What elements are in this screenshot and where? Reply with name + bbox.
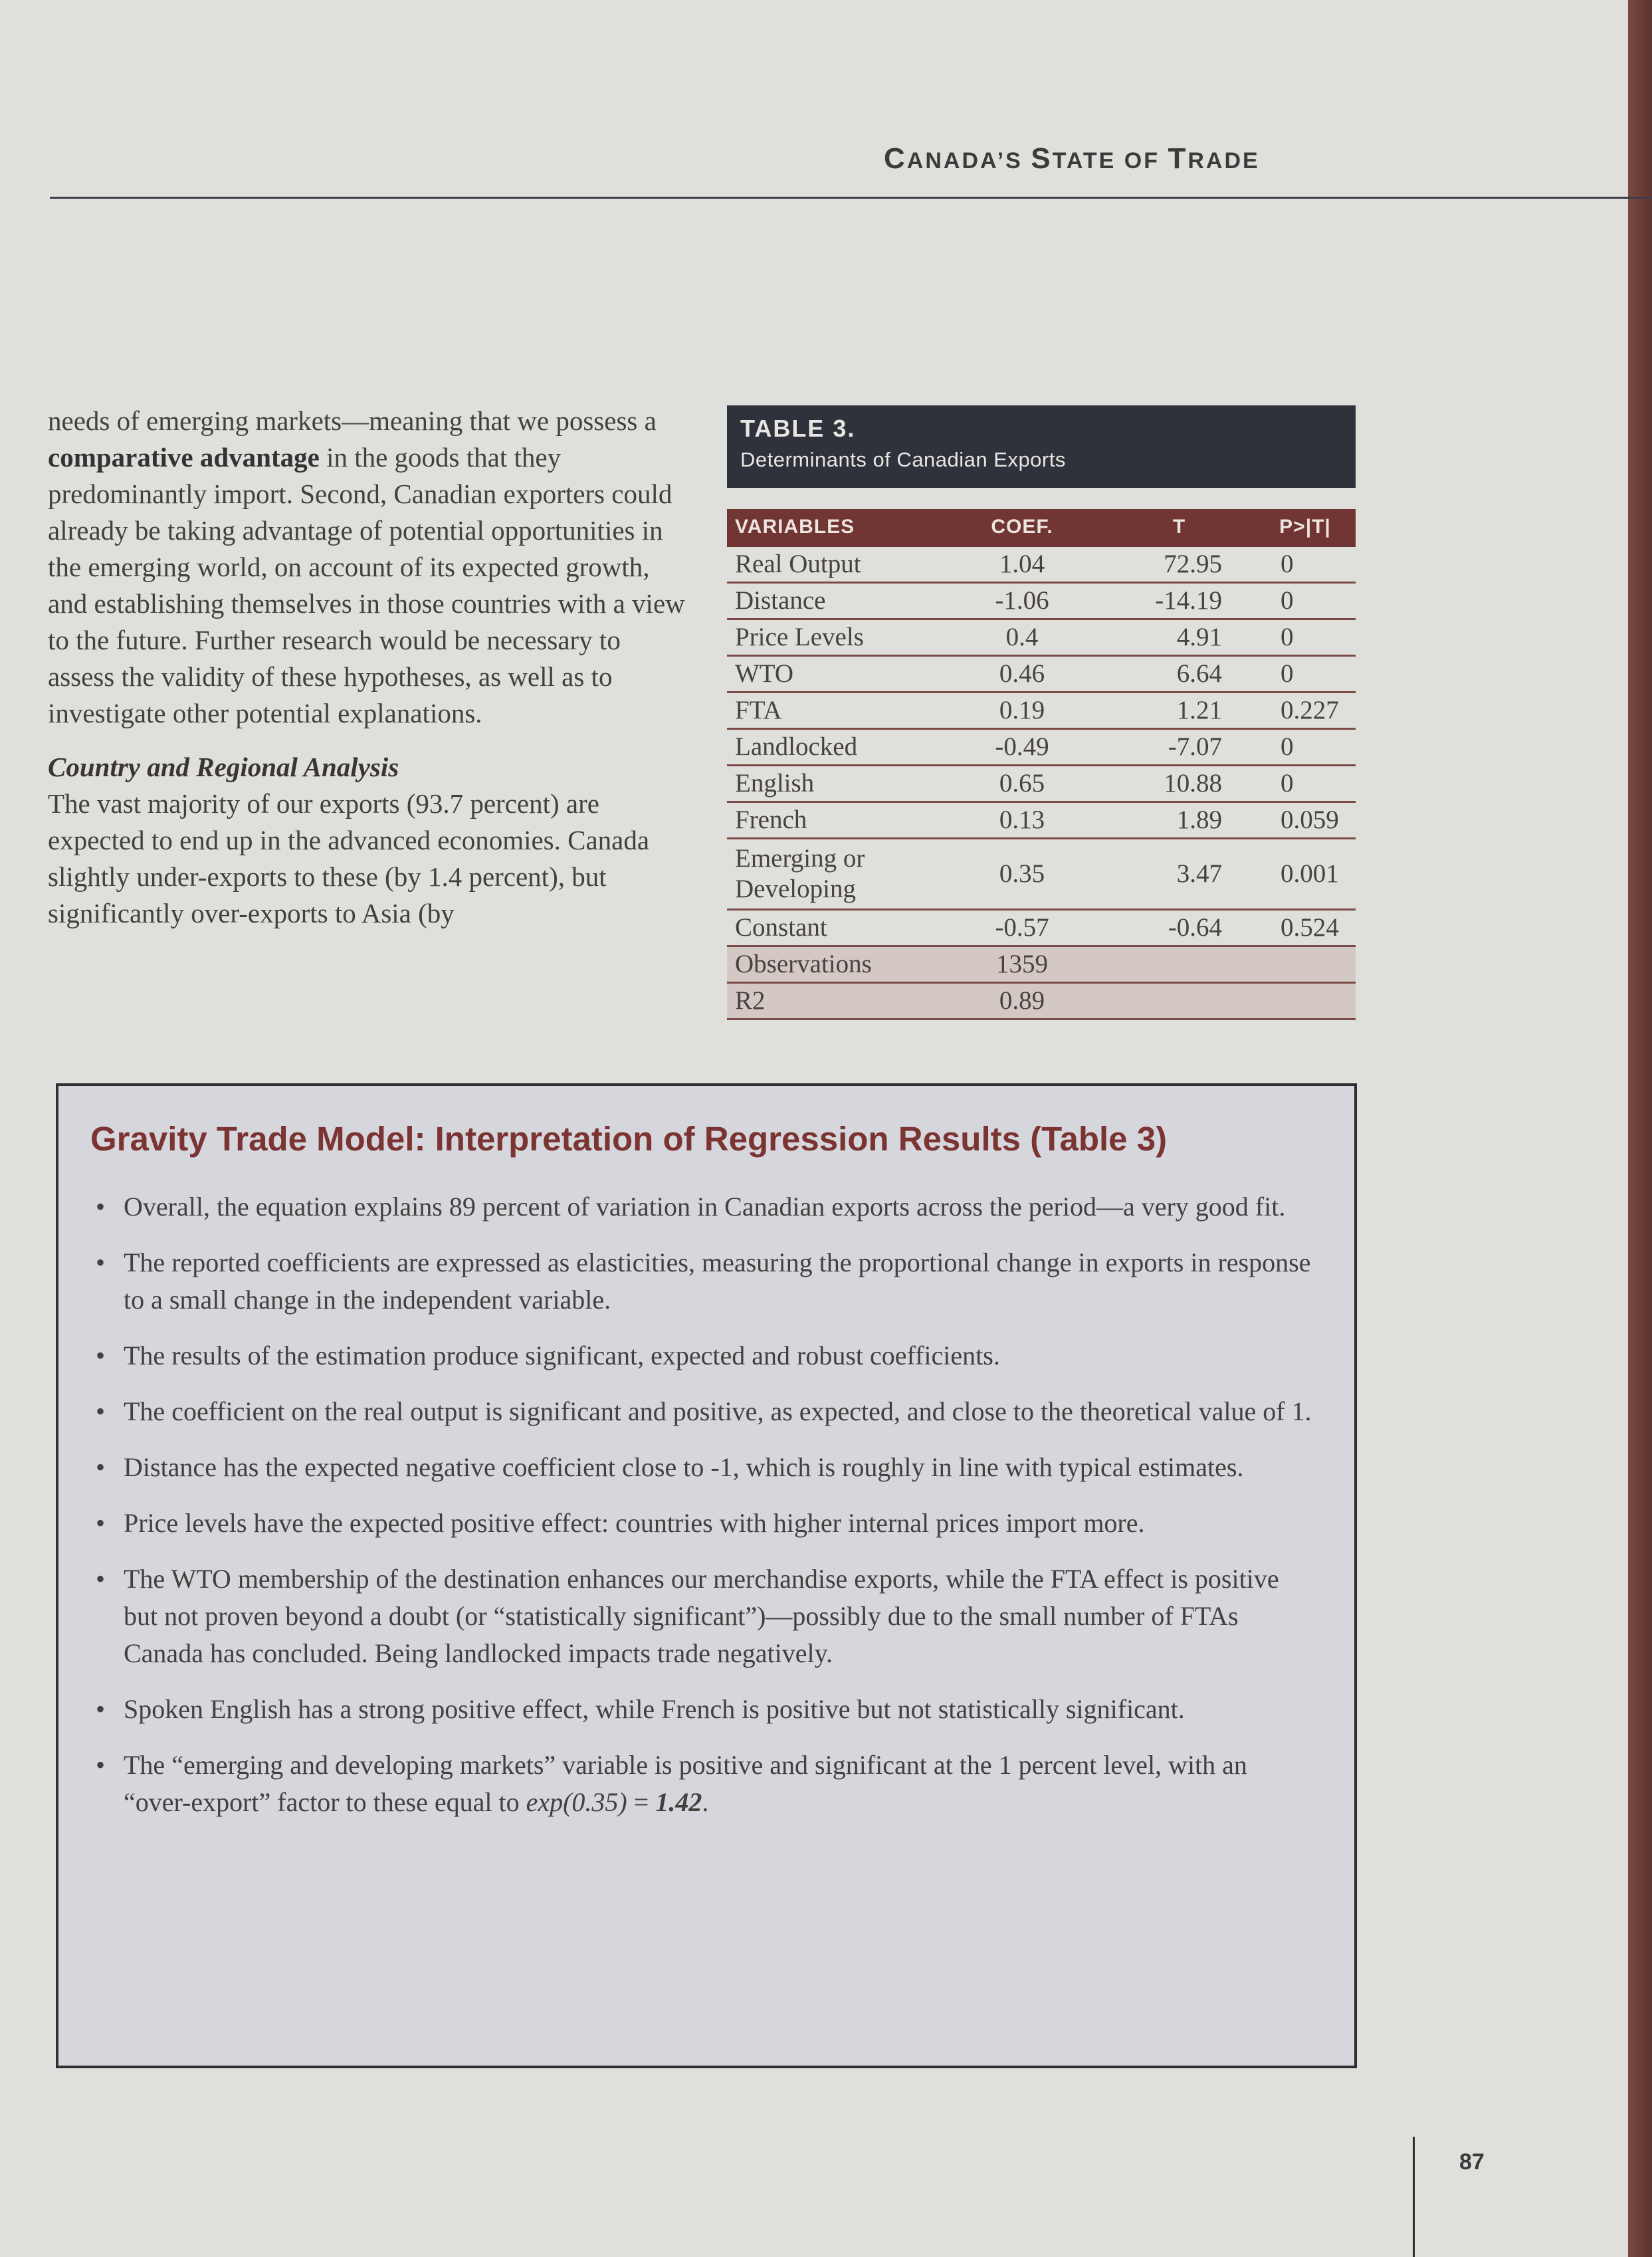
bullet-icon: •: [96, 1247, 106, 1277]
table-cell: Price Levels: [727, 619, 942, 656]
table-cell: [1255, 946, 1356, 983]
callout-title: Gravity Trade Model: Interpretation of Regression Results (Table 3): [90, 1120, 1168, 1158]
table-row: [727, 693, 1356, 729]
bullet-item: [90, 1449, 1313, 1486]
bullet-item: [90, 1560, 1313, 1672]
bullet-text: The “emerging and developing markets” variable is positive and significant at the 1 percent level, with an “over-export” factor to these equal to: [124, 1750, 1247, 1817]
table-cell: 6.64: [1102, 656, 1255, 693]
table-cell: 1359: [942, 946, 1102, 983]
bullet-icon: •: [96, 1564, 106, 1594]
table-cell: 72.95: [1102, 546, 1255, 583]
table-cell: -0.57: [942, 910, 1102, 946]
table-cell: WTO: [727, 656, 942, 693]
table-cell: Distance: [727, 583, 942, 619]
column-header: P>|T|: [1255, 509, 1356, 546]
bullet-text: Spoken English has a strong positive effect, while French is positive but not statistically significant.: [124, 1694, 1185, 1724]
table-title-block: [727, 405, 1356, 488]
table-cell: 0.35: [942, 839, 1102, 910]
column-header: T: [1102, 509, 1255, 546]
bullet-item: [90, 1393, 1313, 1430]
table-row: [727, 946, 1356, 983]
bullet-item: [90, 1505, 1313, 1542]
table-row: [727, 546, 1356, 583]
table-cell: 0: [1255, 583, 1356, 619]
bullet-icon: •: [96, 1452, 106, 1482]
table-cell: R2: [727, 983, 942, 1020]
table-cell: -0.64: [1102, 910, 1255, 946]
bullet-list: [90, 1188, 1313, 1840]
bullet-text: Price levels have the expected positive effect: countries with higher internal prices import more.: [124, 1508, 1145, 1538]
table-cell: 0.65: [942, 766, 1102, 802]
table-row: [727, 766, 1356, 802]
body-column: [48, 403, 686, 932]
bullet-text: The results of the estimation produce significant, expected and robust coefficients.: [124, 1341, 1000, 1370]
table-cell: Observations: [727, 946, 942, 983]
paragraph: The vast majority of our exports (93.7 percent) are expected to end up in the advanced economies. Canada slightly under-exports to these (by 1.4 percent), but significantly over-exports to Asia (by: [48, 788, 650, 928]
table-cell: Landlocked: [727, 729, 942, 766]
table-header-row: [727, 509, 1356, 546]
table-label: TABLE 3.: [740, 415, 856, 442]
bullet-icon: •: [96, 1396, 106, 1426]
bullet-text: The reported coefficients are expressed as elasticities, measuring the proportional change in exports in response to a small change in the independent variable.: [124, 1247, 1311, 1315]
table-cell: French: [727, 802, 942, 839]
table-cell: 10.88: [1102, 766, 1255, 802]
paragraph: needs of emerging markets—meaning that we possess a comparative advantage in the goods that they predominantly import. Second, Canadian exporters could already be taking advantage of potential opportunities in the emerging world, on account of its expected growth, and establishing themselves in those countries with a view to the future. Further research would be necessary to assess the validity of these hypotheses, as well as to investigate other potential explanations.: [48, 405, 685, 728]
table-cell: FTA: [727, 693, 942, 729]
bullet-text: =: [627, 1787, 656, 1817]
table-cell: 0: [1255, 729, 1356, 766]
table-cell: Constant: [727, 910, 942, 946]
section-subheading: Country and Regional Analysis: [48, 752, 399, 782]
running-head: CANADA’S STATE OF TRADE: [884, 142, 1260, 175]
table-cell: 0: [1255, 766, 1356, 802]
table-cell: 3.47: [1102, 839, 1255, 910]
table-cell: 0.227: [1255, 693, 1356, 729]
bullet-item: [90, 1188, 1313, 1226]
callout-box: [56, 1083, 1357, 2068]
bullet-text: Overall, the equation explains 89 percent of variation in Canadian exports across the period—a very good fit.: [124, 1192, 1286, 1222]
table-cell: 0.4: [942, 619, 1102, 656]
table-cell: [1255, 983, 1356, 1020]
column-header: VARIABLES: [727, 509, 942, 546]
bullet-item: [90, 1337, 1313, 1374]
bullet-icon: •: [96, 1750, 106, 1780]
table-cell: 0.19: [942, 693, 1102, 729]
bullet-icon: •: [96, 1192, 106, 1222]
table-cell: [1102, 983, 1255, 1020]
table-cell: 0.89: [942, 983, 1102, 1020]
table-cell: 0.46: [942, 656, 1102, 693]
table-cell: 1.04: [942, 546, 1102, 583]
regression-table: [727, 509, 1356, 1020]
table-cell: Real Output: [727, 546, 942, 583]
table-cell: [1102, 946, 1255, 983]
table-caption: Determinants of Canadian Exports: [740, 448, 1066, 471]
bullet-icon: •: [96, 1694, 106, 1724]
table-row: [727, 729, 1356, 766]
table-row: [727, 910, 1356, 946]
bullet-item: [90, 1244, 1313, 1319]
bullet-item: [90, 1747, 1313, 1821]
table-cell: 0: [1255, 546, 1356, 583]
table-cell: 4.91: [1102, 619, 1255, 656]
table-cell: -14.19: [1102, 583, 1255, 619]
table-cell: 0.059: [1255, 802, 1356, 839]
bullet-text: The WTO membership of the destination enhances our merchandise exports, while the FTA effect is positive but not proven beyond a doubt (or “statistically significant”)—possibly due to the small number of FTAs Canada has concluded. Being landlocked impacts trade negatively.: [124, 1564, 1279, 1668]
table-row: [727, 839, 1356, 910]
page-number: 87: [1459, 2149, 1485, 2175]
table-cell: -0.49: [942, 729, 1102, 766]
bullet-icon: •: [96, 1341, 106, 1370]
column-header: COEF.: [942, 509, 1102, 546]
bullet-text: The coefficient on the real output is significant and positive, as expected, and close to the theoretical value of 1.: [124, 1396, 1312, 1426]
table-row: [727, 619, 1356, 656]
table-cell: 0: [1255, 619, 1356, 656]
table-cell: English: [727, 766, 942, 802]
bullet-text: Distance has the expected negative coefficient close to -1, which is roughly in line with typical estimates.: [124, 1452, 1244, 1482]
bullet-text: .: [702, 1787, 709, 1817]
table-cell: 0.524: [1255, 910, 1356, 946]
table-cell: -7.07: [1102, 729, 1255, 766]
table-cell: 0.001: [1255, 839, 1356, 910]
table-cell: Emerging or Developing: [727, 839, 942, 910]
bullet-icon: •: [96, 1508, 106, 1538]
footer-rule: [1413, 2137, 1415, 2257]
table-cell: -1.06: [942, 583, 1102, 619]
page-edge: [1628, 0, 1652, 2257]
table-cell: 1.21: [1102, 693, 1255, 729]
table-cell: 0.13: [942, 802, 1102, 839]
table-row: [727, 983, 1356, 1020]
bullet-item: [90, 1691, 1313, 1728]
bullet-text: exp(0.35): [526, 1787, 627, 1817]
table-row: [727, 802, 1356, 839]
table-row: [727, 656, 1356, 693]
header-rule: [50, 197, 1652, 199]
table-cell: 1.89: [1102, 802, 1255, 839]
table-row: [727, 583, 1356, 619]
table-cell: 0: [1255, 656, 1356, 693]
bullet-text: 1.42: [655, 1787, 702, 1817]
